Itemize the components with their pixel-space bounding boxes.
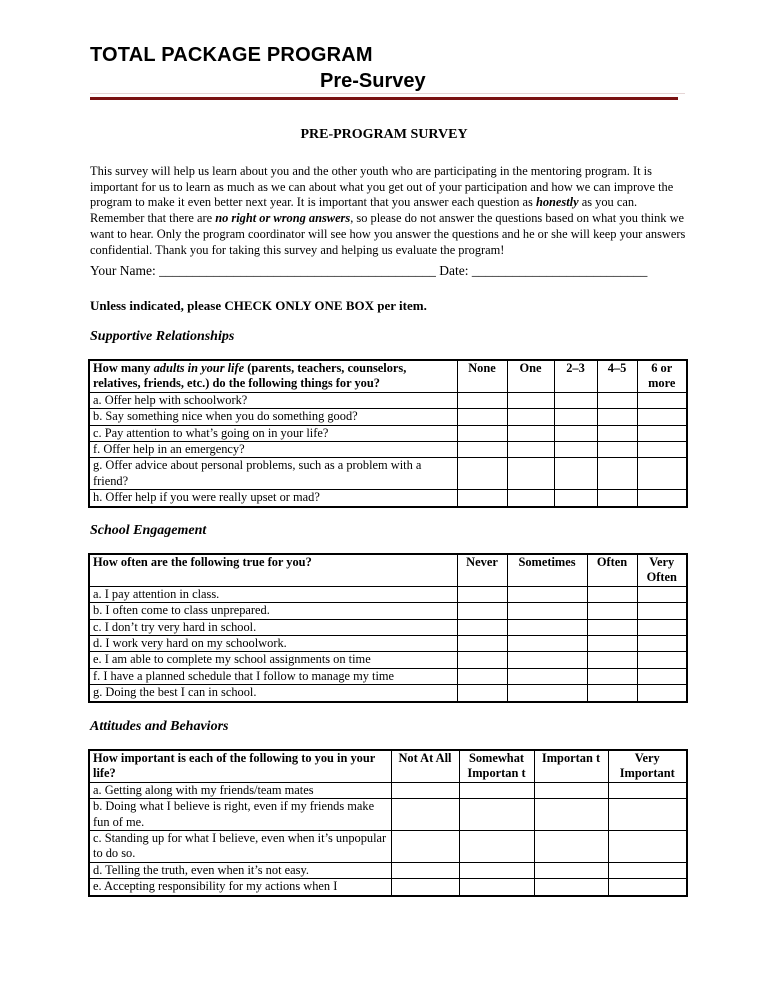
answer-checkbox[interactable] <box>457 685 507 702</box>
survey-title: PRE-PROGRAM SURVEY <box>300 127 468 142</box>
answer-checkbox[interactable] <box>587 619 637 635</box>
answer-checkbox[interactable] <box>507 652 587 668</box>
column-header: None <box>457 360 507 392</box>
table-row <box>89 619 687 635</box>
table-row <box>89 831 687 863</box>
answer-checkbox[interactable] <box>597 392 637 408</box>
answer-checkbox[interactable] <box>457 490 507 507</box>
table-row <box>89 668 687 684</box>
answer-checkbox[interactable] <box>391 879 459 896</box>
name-date-line: Your Name: _________________________________________ Date: __________________________ <box>90 263 648 278</box>
answer-checkbox[interactable] <box>608 862 687 878</box>
answer-checkbox[interactable] <box>637 490 687 507</box>
question-header <box>89 554 457 586</box>
answer-checkbox[interactable] <box>391 862 459 878</box>
table-row <box>89 586 687 602</box>
answer-checkbox[interactable] <box>608 782 687 798</box>
column-header: Often <box>587 554 637 586</box>
answer-checkbox[interactable] <box>554 490 597 507</box>
answer-checkbox[interactable] <box>457 619 507 635</box>
column-header: 6 or more <box>637 360 687 392</box>
answer-checkbox[interactable] <box>637 586 687 602</box>
column-header: 4–5 <box>597 360 637 392</box>
answer-checkbox[interactable] <box>637 392 687 408</box>
answer-checkbox[interactable] <box>507 586 587 602</box>
table-row <box>89 425 687 441</box>
answer-checkbox[interactable] <box>507 668 587 684</box>
column-header: Somewhat Importan t <box>459 750 534 782</box>
question-text: How important is each of the following to you in your life? <box>93 751 376 781</box>
item-label: a. Getting along with my friends/team mates <box>89 782 391 798</box>
header-row <box>89 750 687 782</box>
answer-checkbox[interactable] <box>637 636 687 652</box>
answer-checkbox[interactable] <box>391 831 459 863</box>
header-row <box>89 554 687 586</box>
answer-checkbox[interactable] <box>637 409 687 425</box>
attitudes-behaviors-table <box>88 749 688 897</box>
school-engagement-table <box>88 553 688 703</box>
intro-text: This survey will help us learn about you and the other youth who are participating in the mentoring program. It is important for us to learn as much as we can about what you get out of your participation and how we can improve the program to make it even better next year. It is important that you answer each question as <box>90 164 674 210</box>
answer-checkbox[interactable] <box>587 586 637 602</box>
header-title: TOTAL PACKAGE PROGRAM <box>90 44 373 66</box>
column-header: One <box>507 360 554 392</box>
answer-checkbox[interactable] <box>457 586 507 602</box>
table-row <box>89 636 687 652</box>
column-header: Importan t <box>534 750 608 782</box>
answer-checkbox[interactable] <box>459 831 534 863</box>
table-row <box>89 490 687 507</box>
answer-checkbox[interactable] <box>457 652 507 668</box>
instruction: Unless indicated, please CHECK ONLY ONE BOX per item. <box>90 298 427 313</box>
item-label: e. I am able to complete my school assignments on time <box>89 652 457 668</box>
item-label: d. Telling the truth, even when it’s not easy. <box>89 862 391 878</box>
answer-checkbox[interactable] <box>534 799 608 831</box>
item-label: g. Offer advice about personal problems, such as a problem with a friend? <box>89 458 457 490</box>
table-row <box>89 862 687 878</box>
answer-checkbox[interactable] <box>637 668 687 684</box>
header-subtitle: Pre-Survey <box>320 70 426 92</box>
answer-checkbox[interactable] <box>597 425 637 441</box>
answer-checkbox[interactable] <box>554 442 597 458</box>
answer-checkbox[interactable] <box>637 619 687 635</box>
answer-checkbox[interactable] <box>637 425 687 441</box>
intro-emphasis: no right or wrong answers <box>215 211 351 226</box>
item-label: h. Offer help if you were really upset or mad? <box>89 490 457 507</box>
answer-checkbox[interactable] <box>587 603 637 619</box>
intro-text: as you can. Remember that there are <box>90 195 638 226</box>
answer-checkbox[interactable] <box>597 442 637 458</box>
answer-checkbox[interactable] <box>587 636 637 652</box>
section-title: Attitudes and Behaviors <box>90 719 229 734</box>
column-header: Not At All <box>391 750 459 782</box>
table-row <box>89 799 687 831</box>
answer-checkbox[interactable] <box>554 458 597 490</box>
answer-checkbox[interactable] <box>507 442 554 458</box>
section-title: Supportive Relationships <box>90 329 235 344</box>
column-header: Very Important <box>608 750 687 782</box>
answer-checkbox[interactable] <box>554 425 597 441</box>
intro-emphasis: honestly <box>535 195 579 210</box>
answer-checkbox[interactable] <box>587 685 637 702</box>
answer-checkbox[interactable] <box>459 782 534 798</box>
column-header: Never <box>457 554 507 586</box>
header-thin-divider <box>90 93 685 94</box>
answer-checkbox[interactable] <box>637 685 687 702</box>
answer-checkbox[interactable] <box>597 458 637 490</box>
question-header <box>89 750 391 782</box>
section-title: School Engagement <box>90 523 207 538</box>
answer-checkbox[interactable] <box>587 668 637 684</box>
answer-checkbox[interactable] <box>507 636 587 652</box>
answer-checkbox[interactable] <box>391 799 459 831</box>
question-text: How often are the following true for you? <box>93 555 312 569</box>
question-emphasis: adults in your life <box>153 361 245 375</box>
answer-checkbox[interactable] <box>534 831 608 863</box>
answer-checkbox[interactable] <box>507 619 587 635</box>
answer-checkbox[interactable] <box>459 799 534 831</box>
answer-checkbox[interactable] <box>459 879 534 896</box>
answer-checkbox[interactable] <box>457 392 507 408</box>
item-label: f. I have a planned schedule that I follow to manage my time <box>89 668 457 684</box>
answer-checkbox[interactable] <box>554 392 597 408</box>
header-row <box>89 360 687 392</box>
answer-checkbox[interactable] <box>507 603 587 619</box>
answer-checkbox[interactable] <box>457 442 507 458</box>
answer-checkbox[interactable] <box>457 636 507 652</box>
answer-checkbox[interactable] <box>554 409 597 425</box>
intro-paragraph <box>90 164 690 258</box>
answer-checkbox[interactable] <box>534 782 608 798</box>
answer-checkbox[interactable] <box>507 685 587 702</box>
answer-checkbox[interactable] <box>457 668 507 684</box>
table-row <box>89 685 687 702</box>
question-header <box>89 360 457 392</box>
question-text: How many <box>93 361 154 375</box>
answer-checkbox[interactable] <box>608 799 687 831</box>
table-row <box>89 652 687 668</box>
answer-checkbox[interactable] <box>608 831 687 863</box>
answer-checkbox[interactable] <box>637 652 687 668</box>
answer-checkbox[interactable] <box>391 782 459 798</box>
item-label: e. Accepting responsibility for my actions when I <box>89 879 391 896</box>
item-label: a. I pay attention in class. <box>89 586 457 602</box>
table-row <box>89 879 687 896</box>
answer-checkbox[interactable] <box>637 442 687 458</box>
answer-checkbox[interactable] <box>507 490 554 507</box>
intro-text: , so please do not answer the questions based on what you think we want to hear. Only the program coordinator will see how you answer the questions and he or she will keep your answers confidential. Thank you for taking this survey and helping us evaluate the program! <box>90 211 686 257</box>
item-label: b. I often come to class unprepared. <box>89 603 457 619</box>
answer-checkbox[interactable] <box>597 409 637 425</box>
item-label: b. Say something nice when you do something good? <box>89 409 457 425</box>
answer-checkbox[interactable] <box>507 409 554 425</box>
answer-checkbox[interactable] <box>597 490 637 507</box>
item-label: a. Offer help with schoolwork? <box>89 392 457 408</box>
item-label: c. I don’t try very hard in school. <box>89 619 457 635</box>
answer-checkbox[interactable] <box>608 879 687 896</box>
supportive-relationships-table <box>88 359 688 508</box>
answer-checkbox[interactable] <box>457 409 507 425</box>
answer-checkbox[interactable] <box>507 392 554 408</box>
item-label: f. Offer help in an emergency? <box>89 442 457 458</box>
item-label: c. Standing up for what I believe, even when it’s unpopular to do so. <box>89 831 391 863</box>
answer-checkbox[interactable] <box>587 652 637 668</box>
table-row <box>89 392 687 408</box>
answer-checkbox[interactable] <box>507 458 554 490</box>
answer-checkbox[interactable] <box>457 425 507 441</box>
answer-checkbox[interactable] <box>457 458 507 490</box>
answer-checkbox[interactable] <box>507 425 554 441</box>
answer-checkbox[interactable] <box>534 879 608 896</box>
column-header: Very Often <box>637 554 687 586</box>
column-header: Sometimes <box>507 554 587 586</box>
table-row <box>89 782 687 798</box>
column-header: 2–3 <box>554 360 597 392</box>
item-label: g. Doing the best I can in school. <box>89 685 457 702</box>
item-label: c. Pay attention to what’s going on in your life? <box>89 425 457 441</box>
table-row <box>89 442 687 458</box>
answer-checkbox[interactable] <box>457 603 507 619</box>
item-label: b. Doing what I believe is right, even if my friends make fun of me. <box>89 799 391 831</box>
answer-checkbox[interactable] <box>534 862 608 878</box>
table-row <box>89 458 687 490</box>
table-row <box>89 603 687 619</box>
table-row <box>89 409 687 425</box>
header-rule <box>90 97 678 100</box>
question-text: (parents, teachers, counselors, relatives, friends, etc.) do the following things for you? <box>93 361 407 391</box>
answer-checkbox[interactable] <box>459 862 534 878</box>
answer-checkbox[interactable] <box>637 603 687 619</box>
item-label: d. I work very hard on my schoolwork. <box>89 636 457 652</box>
answer-checkbox[interactable] <box>637 458 687 490</box>
